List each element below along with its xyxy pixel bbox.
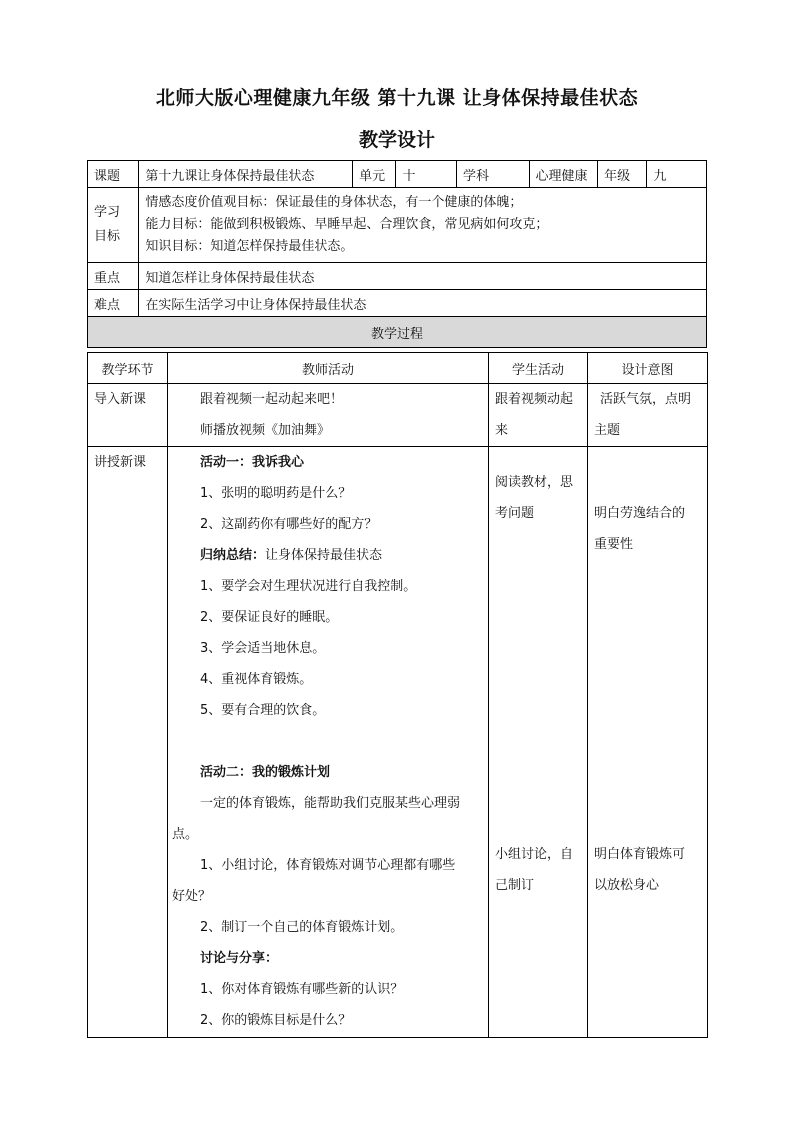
activity1-title: 活动一：我诉我心 xyxy=(200,455,305,470)
intro-student-line: 来 xyxy=(495,423,509,438)
discuss-question: 2、你的锻炼目标是什么？ xyxy=(200,1013,352,1028)
intro-teacher-line: 师播放视频《加油舞》 xyxy=(200,423,331,438)
spacer xyxy=(495,529,587,839)
intro-stage-text: 导入新课 xyxy=(94,392,147,407)
key-point-row xyxy=(88,263,707,290)
activity2-question: 1、小组讨论，体育锻炼对调节心理都有哪些 xyxy=(200,858,456,873)
col-stage: 教学环节 xyxy=(88,353,168,384)
document-title: 北师大版心理健康九年级 第十九课 让身体保持最佳状态 xyxy=(155,87,639,109)
intro-intent-line: 主题 xyxy=(594,423,621,438)
activity2-question: 2、制订一个自己的体育锻炼计划。 xyxy=(200,920,404,935)
process-header: 教学过程 xyxy=(88,317,707,348)
objective-emotion: 情感态度价值观目标：保证最佳的身体状态，有一个健康的体魄； xyxy=(145,195,523,210)
summary-item: 4、重视体育锻炼。 xyxy=(200,672,313,687)
teach-intent xyxy=(588,447,708,1038)
activity1-question: 1、张明的聪明药是什么？ xyxy=(200,486,352,501)
document-subtitle: 教学设计 xyxy=(358,129,435,151)
teach-teacher xyxy=(168,447,489,1038)
student-activity1: 阅读教材，思 xyxy=(495,475,574,490)
objectives-label xyxy=(88,188,139,263)
teach-row xyxy=(88,447,708,1038)
intent-activity1: 重要性 xyxy=(594,537,634,552)
info-row xyxy=(88,161,707,188)
intro-teacher xyxy=(168,384,489,447)
summary-item: 1、要学会对生理状况进行自我控制。 xyxy=(200,579,417,594)
intro-intent-line: 活跃气氛，点明 xyxy=(600,392,692,407)
summary-item: 5、要有合理的饮食。 xyxy=(200,703,326,718)
difficulty-value: 在实际生活学习中让身体保持最佳状态 xyxy=(139,290,707,317)
summary-text: 让身体保持最佳状态 xyxy=(265,548,383,563)
student-activity2: 小组讨论，自 xyxy=(495,847,574,862)
key-point-value: 知道怎样让身体保持最佳状态 xyxy=(139,263,707,290)
student-activity1: 考问题 xyxy=(495,506,535,521)
activity2-question-cont: 好处？ xyxy=(172,889,212,904)
subject-label: 学科 xyxy=(456,161,529,188)
intro-student-line: 跟着视频动起 xyxy=(495,392,574,407)
key-point-label: 重点 xyxy=(88,263,139,290)
summary-line xyxy=(172,540,488,571)
info-table xyxy=(87,160,707,348)
summary-title: 归纳总结： xyxy=(200,548,266,563)
objectives-label-text: 学习目标 xyxy=(94,205,121,244)
intro-student xyxy=(489,384,588,447)
discuss-title: 讨论与分享： xyxy=(200,951,279,966)
spacer xyxy=(594,447,707,498)
spacer xyxy=(495,447,587,467)
teach-student xyxy=(489,447,588,1038)
teach-stage-text: 讲授新课 xyxy=(94,455,147,470)
unit-label: 单元 xyxy=(353,161,396,188)
intro-stage xyxy=(88,384,168,447)
grade-label: 年级 xyxy=(598,161,647,188)
activity2-intro-cont: 点。 xyxy=(172,827,199,842)
summary-item: 2、要保证良好的睡眠。 xyxy=(200,610,339,625)
intent-activity2: 以放松身心 xyxy=(594,878,660,893)
subject-value: 心理健康 xyxy=(529,161,598,188)
topic-value: 第十九课让身体保持最佳状态 xyxy=(139,161,353,188)
difficulty-label: 难点 xyxy=(88,290,139,317)
intent-activity2: 明白体育锻炼可 xyxy=(594,847,686,862)
difficulty-row xyxy=(88,290,707,317)
activity2-title: 活动二：我的锻炼计划 xyxy=(200,765,331,780)
intro-intent xyxy=(588,384,708,447)
discuss-question: 1、你对体育锻炼有哪些新的认识？ xyxy=(200,982,404,997)
topic-label: 课题 xyxy=(88,161,139,188)
objective-ability: 能力目标：能做到积极锻炼、早睡早起、合理饮食，常见病如何攻克； xyxy=(145,217,549,232)
col-intent: 设计意图 xyxy=(588,353,708,384)
col-student: 学生活动 xyxy=(489,353,588,384)
activity1-question: 2、这副药你有哪些好的配方？ xyxy=(200,517,378,532)
teach-stage xyxy=(88,447,168,1038)
grade-value: 九 xyxy=(647,161,707,188)
student-activity2: 己制订 xyxy=(495,878,535,893)
process-table xyxy=(87,352,708,1038)
process-columns-row xyxy=(88,353,708,384)
spacer xyxy=(594,560,707,839)
objectives-row xyxy=(88,188,707,263)
unit-value: 十 xyxy=(396,161,456,188)
intent-activity1: 明白劳逸结合的 xyxy=(594,506,686,521)
col-teacher: 教师活动 xyxy=(168,353,489,384)
intro-row xyxy=(88,384,708,447)
activity2-intro: 一定的体育锻炼，能帮助我们克服某些心理弱 xyxy=(200,796,461,811)
objective-knowledge: 知识目标：知道怎样保持最佳状态。 xyxy=(145,239,354,254)
process-header-row xyxy=(88,317,707,348)
summary-item: 3、学会适当地休息。 xyxy=(200,641,326,656)
blank-line xyxy=(172,726,488,757)
objectives-content xyxy=(139,188,707,263)
intro-teacher-line: 跟着视频一起动起来吧！ xyxy=(200,392,344,407)
